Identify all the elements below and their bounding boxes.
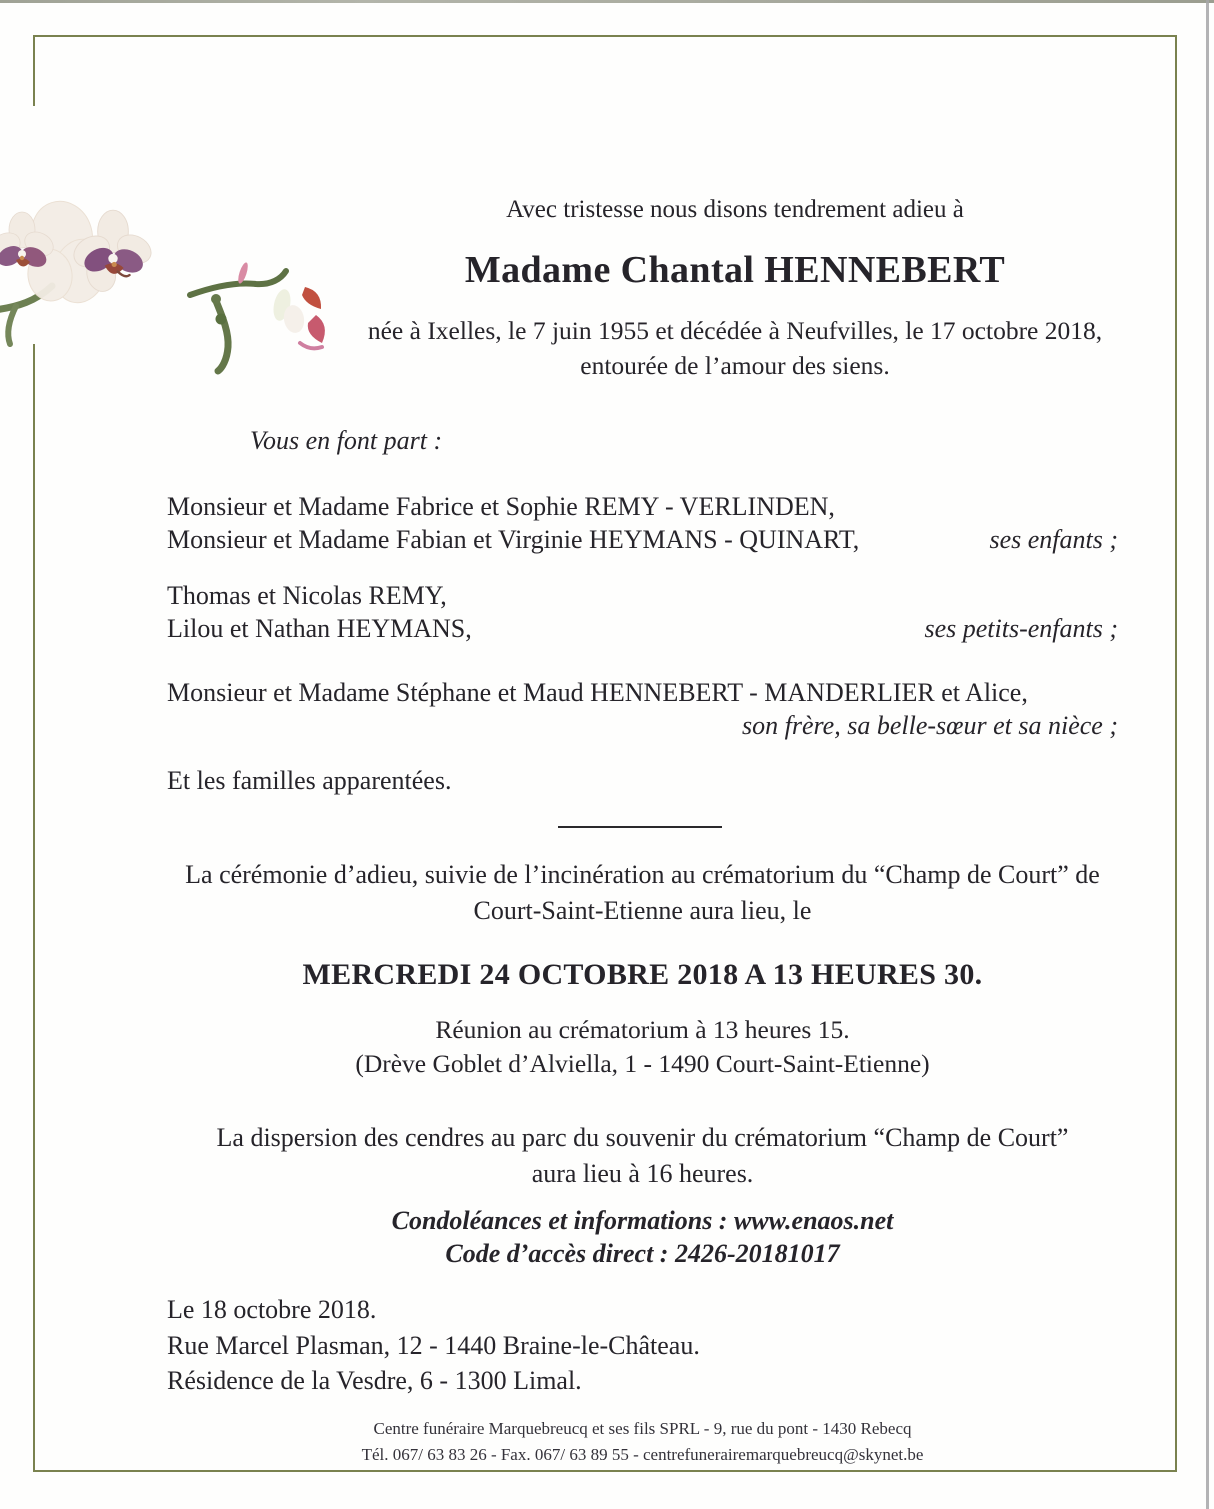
family-line: Monsieur et Madame Fabian et Virginie HEYMANS - QUINART, — [167, 525, 860, 554]
family-line: Thomas et Nicolas REMY, — [167, 581, 447, 610]
family-block-siblings — [167, 676, 1118, 742]
address-line-1: Rue Marcel Plasman, 12 - 1440 Braine-le-Château. — [167, 1330, 700, 1360]
family-line: Lilou et Nathan HEYMANS, — [167, 614, 472, 643]
family-line: Monsieur et Madame Fabrice et Sophie REMY - VERLINDEN, — [167, 492, 835, 521]
relation-label: ses petits-enfants ; — [924, 614, 1118, 643]
birth-death-block — [352, 313, 1118, 383]
funeral-home-footer — [167, 1416, 1118, 1468]
birth-death-line-1: née à Ixelles, le 7 juin 1955 et décédée à Neufvilles, le 17 octobre 2018, — [367, 316, 1103, 345]
section-divider — [558, 826, 722, 828]
condolences-line: Condoléances et informations : www.enaos.net — [391, 1206, 894, 1235]
footer-line-1: Centre funéraire Marquebreucq et ses fils SPRL - 9, rue du pont - 1430 Rebecq — [373, 1419, 912, 1438]
ceremony-line-1: La cérémonie d’adieu, suivie de l’incinération au crématorium du “Champ de Court” de — [185, 860, 1100, 889]
related-families-line: Et les familles apparentées. — [167, 766, 452, 795]
family-line: Monsieur et Madame Stéphane et Maud HENNEBERT - MANDERLIER et Alice, — [167, 678, 1028, 707]
dispersion-line-2: aura lieu à 16 heures. — [531, 1159, 754, 1188]
address-line-2: Résidence de la Vesdre, 6 - 1300 Limal. — [167, 1366, 582, 1395]
access-code-line: Code d’accès direct : 2426-20181017 — [445, 1239, 840, 1268]
condolences-block — [167, 1204, 1118, 1270]
ceremony-datetime: MERCREDI 24 OCTOBRE 2018 A 13 HEURES 30. — [302, 958, 983, 991]
intro-line: Avec tristesse nous disons tendrement adieu à — [506, 196, 964, 223]
announcement-date: Le 18 octobre 2018. — [167, 1295, 377, 1324]
ceremony-paragraph — [167, 857, 1118, 929]
birth-death-line-2: entourée de l’amour des siens. — [580, 351, 890, 380]
orchid-photo — [0, 183, 350, 393]
meeting-info — [167, 1013, 1118, 1081]
dispersion-line-1: La dispersion des cendres au parc du souvenir du crématorium “Champ de Court” — [216, 1123, 1069, 1152]
family-block-children — [167, 490, 1118, 556]
relation-label: son frère, sa belle-sœur et sa nièce ; — [742, 711, 1118, 740]
deceased-name: Madame Chantal HENNEBERT — [464, 249, 1006, 291]
scan-edge-right — [1206, 0, 1209, 1509]
meeting-line-2: (Drève Goblet d’Alviella, 1 - 1490 Court-Saint-Etienne) — [355, 1049, 930, 1078]
announcers-intro: Vous en font part : — [250, 426, 443, 455]
ashes-dispersion-paragraph — [167, 1120, 1118, 1192]
ceremony-line-2: Court-Saint-Etienne aura lieu, le — [473, 896, 812, 925]
closing-addresses — [167, 1292, 1118, 1399]
scan-edge-top — [0, 0, 1214, 3]
relation-label: ses enfants ; — [989, 525, 1118, 554]
meeting-line-1: Réunion au crématorium à 13 heures 15. — [435, 1015, 850, 1044]
footer-line-2: Tél. 067/ 63 83 26 - Fax. 067/ 63 89 55 - centrefunerairemarquebreucq@skynet.be — [361, 1445, 924, 1464]
family-block-grandchildren — [167, 579, 1118, 645]
